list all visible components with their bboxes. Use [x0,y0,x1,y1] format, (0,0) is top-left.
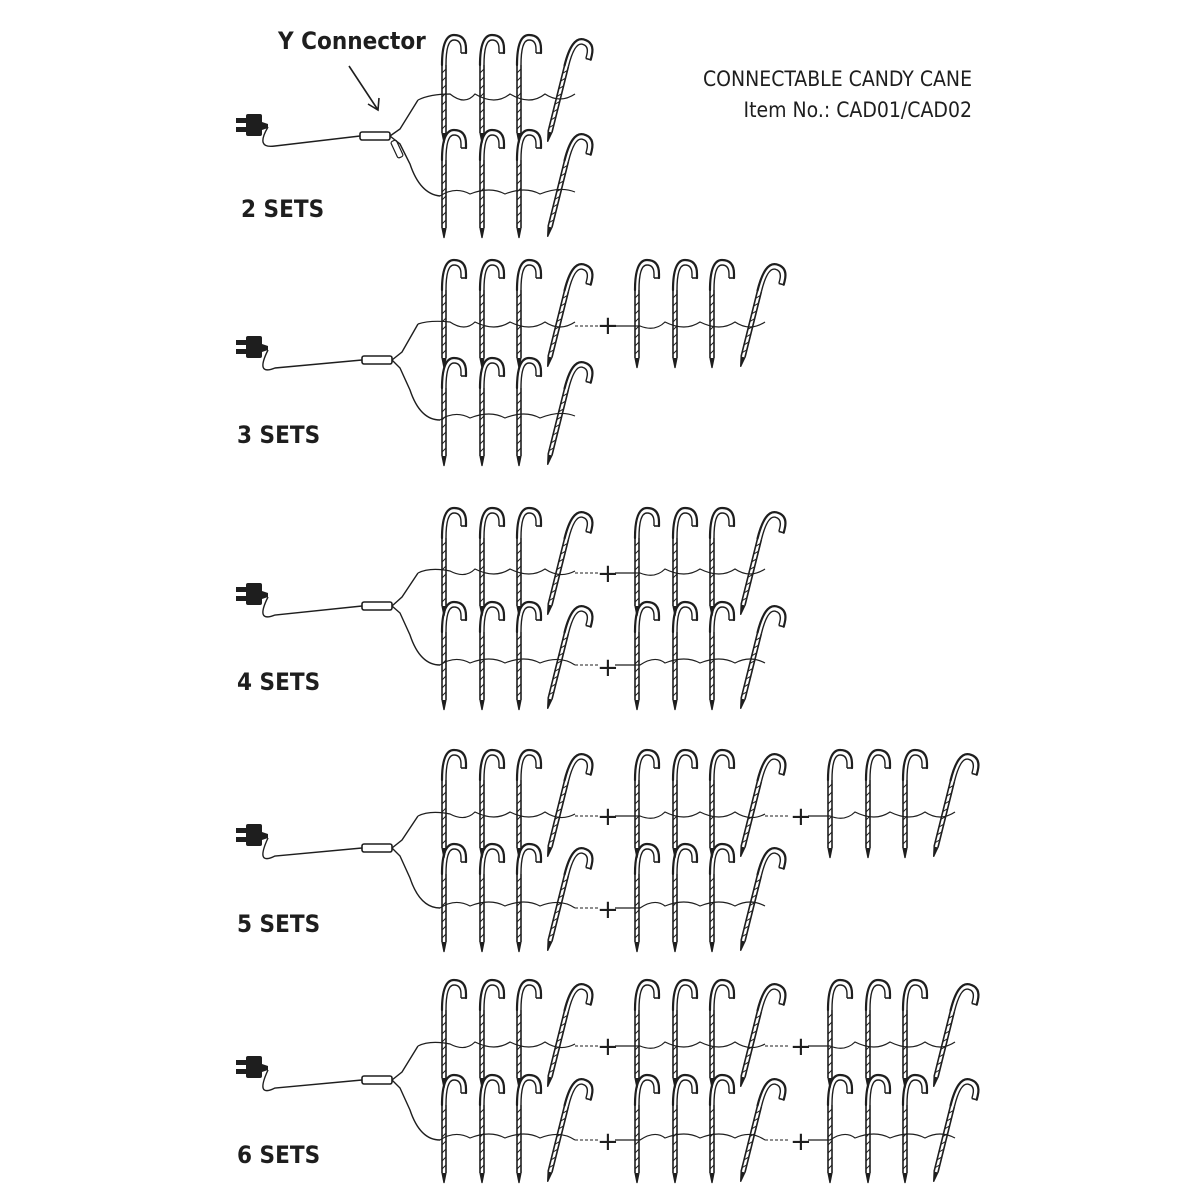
y-connector-icon [362,324,440,420]
plus-sign: + [597,311,619,341]
row-label: 3 SETS [237,421,321,449]
y-connector-icon [362,1046,440,1140]
row-4-sets [236,508,788,714]
plus-sign: + [790,1127,812,1157]
power-adapter-icon [236,824,268,846]
row-6-sets [236,980,981,1187]
plus-sign: + [790,802,812,832]
candy-cane-icon [442,750,981,956]
candy-cane-icon [442,260,788,470]
plus-sign: + [597,802,619,832]
y-connector-icon [362,573,440,665]
power-adapter-icon [236,583,268,605]
plus-sign: + [790,1032,812,1062]
row-label: 5 SETS [237,910,321,938]
plus-sign: + [597,653,619,683]
candy-cane-icon [442,35,595,242]
row-2-sets [236,35,595,242]
power-adapter-icon [236,1056,268,1078]
plus-sign: + [597,559,619,589]
plus-sign: + [597,895,619,925]
row-5-sets [236,750,981,956]
y-connector-label: Y Connector [278,27,426,55]
row-label: 4 SETS [237,668,321,696]
title-line-1: CONNECTABLE CANDY CANE [702,67,972,91]
y-connector-icon [362,816,440,908]
candy-cane-icon [442,980,981,1187]
candy-cane-icon [442,508,788,714]
row-label: 6 SETS [237,1141,321,1169]
power-adapter-icon [236,114,268,136]
power-adapter-icon [236,336,268,358]
row-3-sets [236,260,788,470]
title-line-2: Item No.: CAD01/CAD02 [743,98,972,122]
plus-sign: + [597,1032,619,1062]
row-label: 2 SETS [241,195,325,223]
y-connector-icon [360,100,440,196]
arrow-icon [349,66,379,110]
plus-sign: + [597,1127,619,1157]
